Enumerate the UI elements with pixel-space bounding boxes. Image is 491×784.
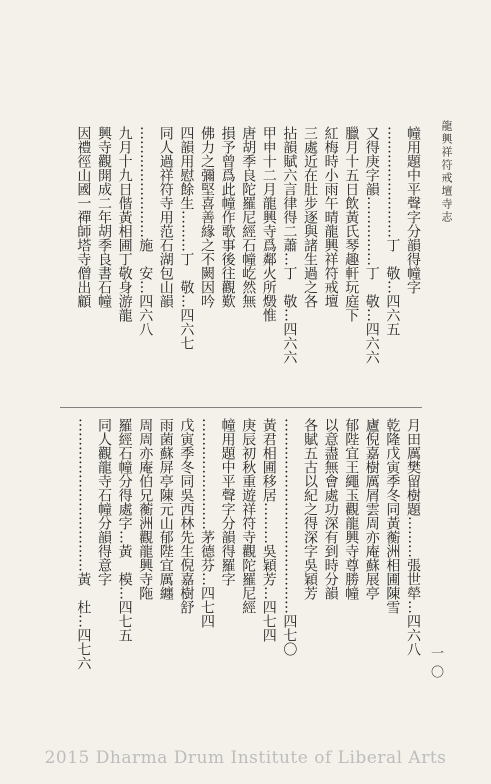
toc-column: 周周亦庵伯兄蘅洲觀龍興寺陁 (137, 418, 154, 600)
toc-column: 同人過祥符寺用范石湖包山韻 (157, 126, 174, 308)
toc-column: 拈韻賦六言律得二蕭…丁 敬…四六六 (281, 126, 298, 364)
toc-column: ……………………………………四七〇 (281, 418, 298, 656)
toc-column: ……………………茅德芬…四七四 (199, 418, 215, 628)
toc-column: 戊寅季冬同吳西林先生倪嘉樹舒 (178, 418, 195, 614)
toc-column: 因禮徑山國一禪師塔寺僧出顧 (75, 126, 92, 308)
toc-column: 乾隆戊寅季冬同黃蘅洲相圃陳雪 (384, 418, 401, 614)
toc-column: 佛力之彌堅喜善緣之不闕因吟 (199, 126, 215, 308)
section-divider (60, 407, 422, 408)
toc-column: 郁陛宜王繩玉觀龍興寺尊勝幢 (343, 418, 360, 600)
book-title-header: 龍興祥符戒壇寺志 (440, 120, 453, 224)
toc-column: ……………………丁 敬…四六五 (384, 126, 401, 336)
toc-column: 羅經石幢分得處字…黃 模…四七五 (116, 418, 133, 642)
toc-column: 幢用題中平聲字分韻得羅字 (219, 418, 236, 586)
toc-column: 紅梅時小雨午晴龍興祥符戒壇 (322, 126, 339, 308)
toc-column: 雨菌蘇屏亭陳元山郁陛宜厲纏 (157, 418, 174, 600)
page-number: 一〇 (428, 646, 443, 684)
toc-column: 四韻用慰餘生………丁 敬…四六七 (178, 126, 195, 350)
toc-column: 興寺觀開成二年胡季良書石幢 (96, 126, 112, 308)
toc-column: 甲申十二月龍興寺爲鄰火所燬惟 (260, 126, 277, 322)
toc-column: 庚辰初秋重遊祥符寺觀陀羅尼經 (240, 418, 257, 614)
toc-column: 損予曾爲此幢作歌事後往觀歎 (219, 126, 236, 308)
toc-column: 又得庚字韻……………丁 敬…四六六 (363, 126, 380, 364)
toc-column: ……………………施 安…四六八 (137, 126, 154, 336)
toc-column: 三處近在肚步逐與諸生過之各 (302, 126, 318, 308)
toc-column: 以意盡無會處功深有到時分韻 (322, 418, 339, 600)
toc-column: 月田厲樊留樹題………張世犖…四六八 (405, 418, 421, 656)
toc-column: 各賦五古以紀之得深字吳穎芳 (302, 418, 318, 600)
toc-column: 幢用題中平聲字分韻得幢字 (405, 126, 421, 294)
toc-column: 同人觀龍寺石幢分韻得意字 (96, 418, 112, 586)
toc-column: 黃君相圃移居………吳穎芳…四七四 (260, 418, 277, 642)
watermark: 2015 Dharma Drum Institute of Liberal Arts (44, 748, 447, 768)
toc-column: 唐胡季良陀羅尼經石幢屹然無 (240, 126, 257, 308)
toc-column: 廬倪嘉樹厲屑雲周亦庵蘇展亭 (363, 418, 380, 600)
toc-column: ……………………………黃 杜…四七六 (75, 418, 92, 670)
toc-column: 九月十九日偕黃相圃丁敬身游龍 (116, 126, 133, 322)
toc-column: 臘月十五日飲黃氏琴趣軒玩庭下 (343, 126, 360, 322)
